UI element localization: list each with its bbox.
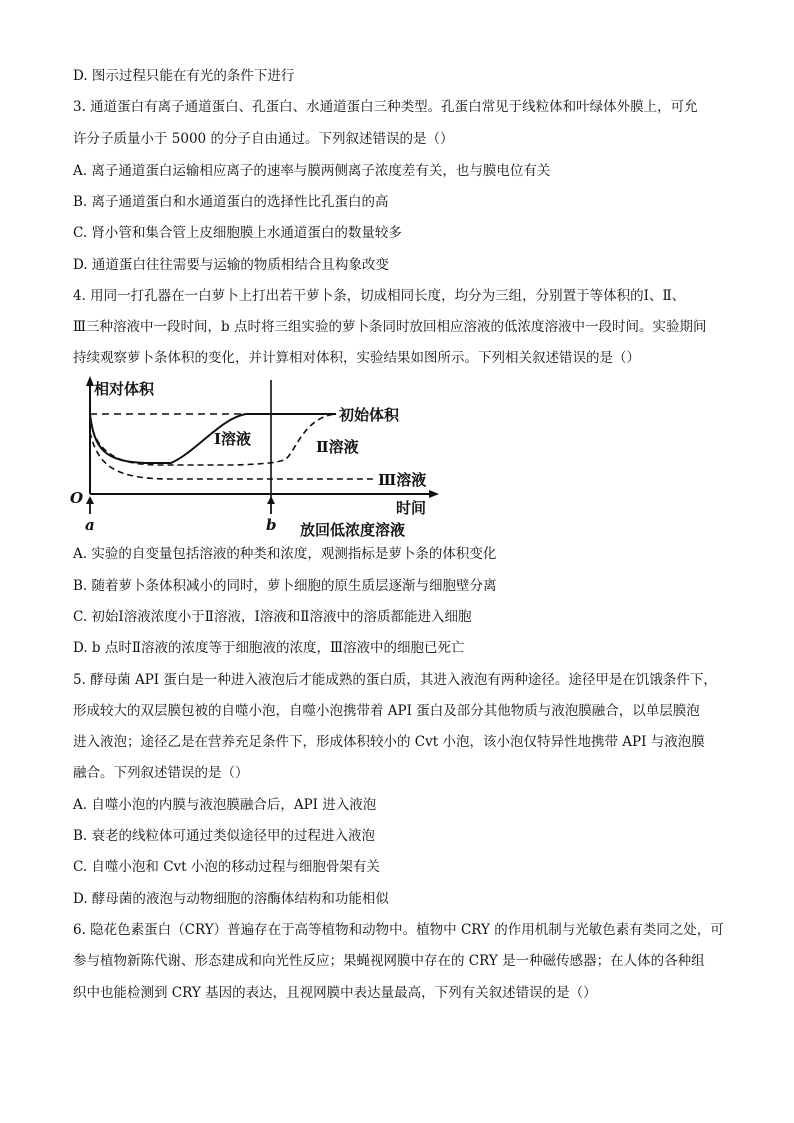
y-axis-arrow bbox=[86, 376, 94, 386]
text-line-8: 4. 用同一打孔器在一白萝卜上打出若干萝卜条，切成相同长度，均分为三组，分别置于等体积的Ⅰ、Ⅱ、 bbox=[73, 288, 686, 304]
text-line-1: D. 图示过程只能在有光的条件下进行 bbox=[73, 68, 295, 84]
text-line-19: A. 自噬小泡的内膜与液泡膜融合后，API 进入液泡 bbox=[73, 797, 377, 813]
relative-volume-figure bbox=[66, 372, 456, 542]
text-line-9: Ⅲ三种溶液中一段时间，b 点时将三组实验的萝卜条同时放回相应溶液的低浓度溶液中一段时间。实验期间 bbox=[73, 319, 707, 335]
x-axis-label: 时间 bbox=[396, 499, 427, 517]
origin-label: O bbox=[70, 489, 84, 507]
text-line-16: 形成较大的双层膜包被的自噬小泡，自噬小泡携带着 API 蛋白及部分其他物质与液泡膜融合，以单层膜泡 bbox=[73, 703, 700, 719]
text-line-25: 织中也能检测到 CRY 基因的表达，且视网膜中表达量最高，下列有关叙述错误的是（） bbox=[73, 985, 597, 1001]
a-arrowhead bbox=[86, 496, 94, 504]
text-line-21: C. 自噬小泡和 Cvt 小泡的移动过程与细胞骨架有关 bbox=[73, 859, 380, 875]
text-line-12: B. 随着萝卜条体积减小的同时，萝卜细胞的原生质层逐渐与细胞壁分离 bbox=[73, 578, 497, 594]
text-line-13: C. 初始Ⅰ溶液浓度小于Ⅱ溶液，Ⅰ溶液和Ⅱ溶液中的溶质都能进入细胞 bbox=[73, 609, 472, 625]
b-arrowhead bbox=[267, 496, 275, 504]
text-line-20: B. 衰老的线粒体可通过类似途径甲的过程进入液泡 bbox=[73, 828, 376, 844]
text-line-3: 许分子质量小于 5000 的分子自由通过。下列叙述错误的是（） bbox=[73, 131, 454, 147]
text-line-4: A. 离子通道蛋白运输相应离子的速率与膜两侧离子浓度差有关，也与膜电位有关 bbox=[73, 163, 551, 179]
point-b-label: b bbox=[266, 516, 277, 534]
text-line-2: 3. 通道蛋白有离子通道蛋白、孔蛋白、水通道蛋白三种类型。孔蛋白常见于线粒体和叶绿体外膜上，可允 bbox=[73, 99, 698, 115]
text-line-10: 持续观察萝卜条体积的变化，并计算相对体积，实验结果如图所示。下列相关叙述错误的是（） bbox=[73, 350, 640, 366]
text-line-23: 6. 隐花色素蛋白（CRY）普遍存在于高等植物和动物中。植物中 CRY 的作用机制与光敏色素有类同之处，可 bbox=[73, 922, 724, 938]
y-axis-label: 相对体积 bbox=[94, 380, 155, 398]
text-line-18: 融合。下列叙述错误的是（） bbox=[73, 765, 249, 781]
initial-volume-label: 初始体积 bbox=[339, 406, 400, 424]
solution-2-curve bbox=[90, 414, 336, 465]
solution-3-label: Ⅲ溶液 bbox=[378, 471, 427, 489]
x-axis-arrow bbox=[429, 490, 439, 498]
text-line-6: C. 肾小管和集合管上皮细胞膜上水通道蛋白的数量较多 bbox=[73, 225, 402, 241]
b-caption-label: 放回低浓度溶液 bbox=[300, 521, 406, 539]
solution-2-label: Ⅱ溶液 bbox=[316, 438, 359, 456]
text-line-7: D. 通道蛋白往往需要与运输的物质相结合且构象改变 bbox=[73, 257, 389, 273]
text-line-22: D. 酵母菌的液泡与动物细胞的溶酶体结构和功能相似 bbox=[73, 891, 389, 907]
point-a-label: a bbox=[85, 516, 95, 534]
solution-1-label: Ⅰ溶液 bbox=[214, 430, 252, 448]
text-line-11: A. 实验的自变量包括溶液的种类和浓度，观测指标是萝卜条的体积变化 bbox=[73, 546, 497, 562]
text-line-24: 参与植物新陈代谢、形态建成和向光性反应；果蝇视网膜中存在的 CRY 是一种磁传感器；在人体的各种组 bbox=[73, 953, 705, 969]
text-line-14: D. b 点时Ⅱ溶液的浓度等于细胞液的浓度，Ⅲ溶液中的细胞已死亡 bbox=[73, 640, 465, 656]
text-line-17: 进入液泡；途径乙是在营养充足条件下，形成体积较小的 Cvt 小泡，该小泡仅特异性地携带 API 与液泡膜 bbox=[73, 734, 705, 750]
text-line-15: 5. 酵母菌 API 蛋白是一种进入液泡后才能成熟的蛋白质，其进入液泡有两种途径。途径甲是在饥饿条件下， bbox=[73, 672, 717, 688]
text-line-5: B. 离子通道蛋白和水通道蛋白的选择性比孔蛋白的高 bbox=[73, 194, 389, 210]
